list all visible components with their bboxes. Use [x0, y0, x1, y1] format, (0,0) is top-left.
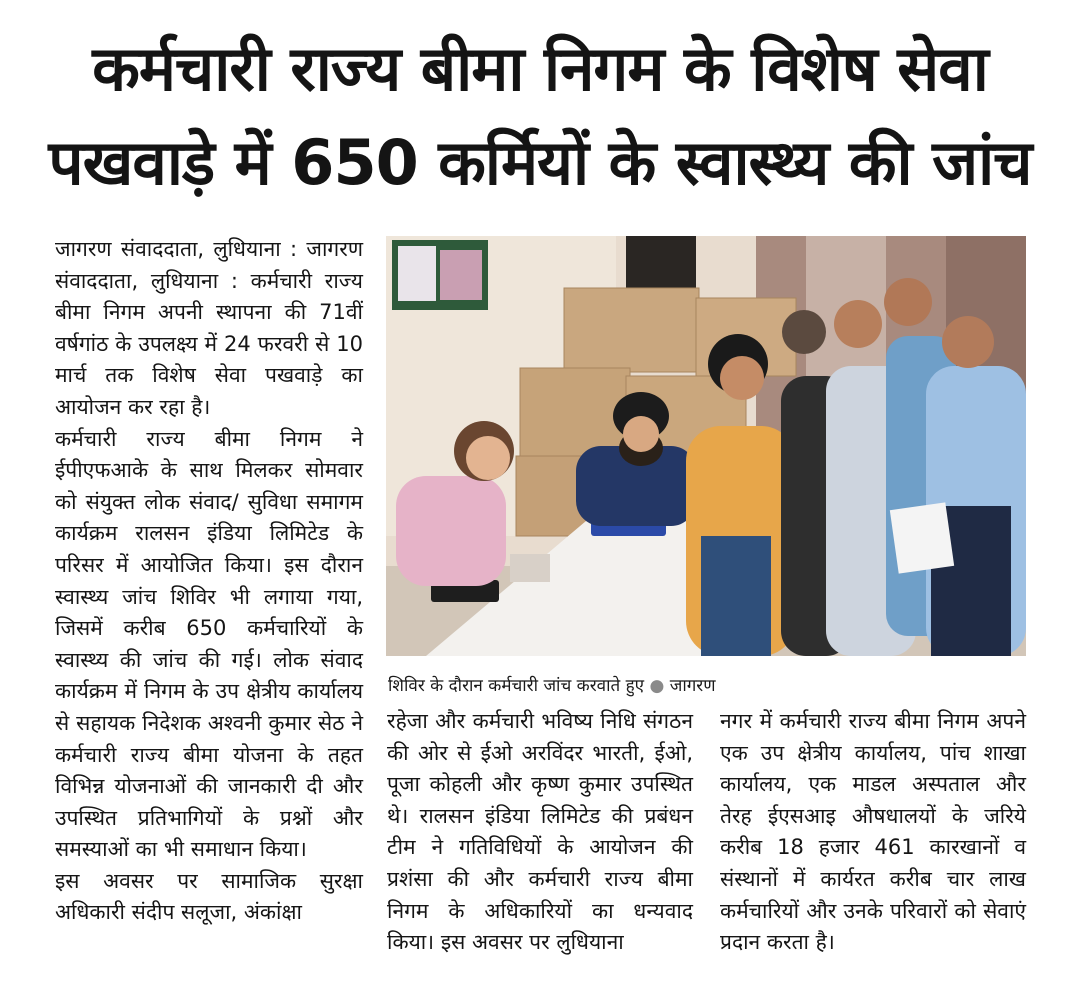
- photo-caption: [388, 674, 1028, 698]
- paragraph-3: इस अवसर पर सामाजिक सुरक्षा अधिकारी संदीप सलूजा, अंकांक्षा: [55, 868, 363, 925]
- article-column-2: [387, 706, 693, 959]
- headline-line-1: कर्मचारी राज्य बीमा निगम के विशेष सेवा: [92, 32, 988, 105]
- paragraph-2: कर्मचारी राज्य बीमा निगम ने ईपीएफआके के साथ मिलकर सोमवार को संयुक्त लोक संवाद/ सुविधा समागम कार्यक्रम रालसन इंडिया लिमिटेड के परिसर में आयोजित किया। इस दौरान स्वास्थ्य जांच शिविर भी लगाया गया, जिसमें करीब 650 कर्मचारियों के स्वास्थ्य की जांच की गई। लोक संवाद कार्यक्रम में निगम के उप क्षेत्रीय कार्यालय से सहायक निदेशक अश्वनी कुमार सेठ ने कर्मचारी राज्य बीमा योजना के तहत विभिन्न योजनाओं की जानकारी दी और उपस्थित प्रतिभागियों के प्रश्नों और समस्याओं का भी समाधान किया।: [55, 426, 363, 862]
- paragraph-1: जागरण संवाददाता, लुधियाना : जागरण संवाददाता, लुधियाना : कर्मचारी राज्य बीमा निगम अपनी स्थापना की 71वीं वर्षगांठ के उपलक्ष्य में 24 फरवरी से 10 मार्च तक विशेष सेवा पखवाड़े का आयोजन कर रहा है।: [55, 237, 363, 419]
- headline: [40, 22, 1040, 210]
- headline-line-2: पखवाड़े में 650 कर्मियों के स्वास्थ्य की जांच: [48, 126, 1032, 199]
- caption-text: शिविर के दौरान कर्मचारी जांच करवाते हुए: [388, 676, 645, 696]
- caption-credit: जागरण: [669, 676, 716, 696]
- news-photo: [386, 236, 1026, 656]
- paragraph-column-3: नगर में कर्मचारी राज्य बीमा निगम अपने एक उप क्षेत्रीय कार्यालय, पांच शाखा कार्यालय, एक माडल अस्पताल और तेरह ईएसआइ औषधालयों के जरिये करीब 18 हजार 461 कारखानों व संस्थानों में कार्यरत करीब चार लाख कर्मचारियों और उनके परिवारों को सेवाएं प्रदान करता है।: [720, 709, 1026, 955]
- photo-illustration: [386, 236, 1026, 656]
- article-column-1: [55, 234, 363, 929]
- article-column-3: [720, 706, 1026, 959]
- paragraph-column-2: रहेजा और कर्मचारी भविष्य निधि संगठन की ओर से ईओ अरविंदर भारती, ईओ, पूजा कोहली और कृष्ण कुमार उपस्थित थे। रालसन इंडिया लिमिटेड की प्रबंधन टीम ने गतिविधियों के आयोजन की प्रशंसा की और कर्मचारी राज्य बीमा निगम के अधिकारियों का धन्यवाद किया। इस अवसर पर लुधियाना: [387, 709, 693, 955]
- caption-bullet: ●: [649, 676, 665, 696]
